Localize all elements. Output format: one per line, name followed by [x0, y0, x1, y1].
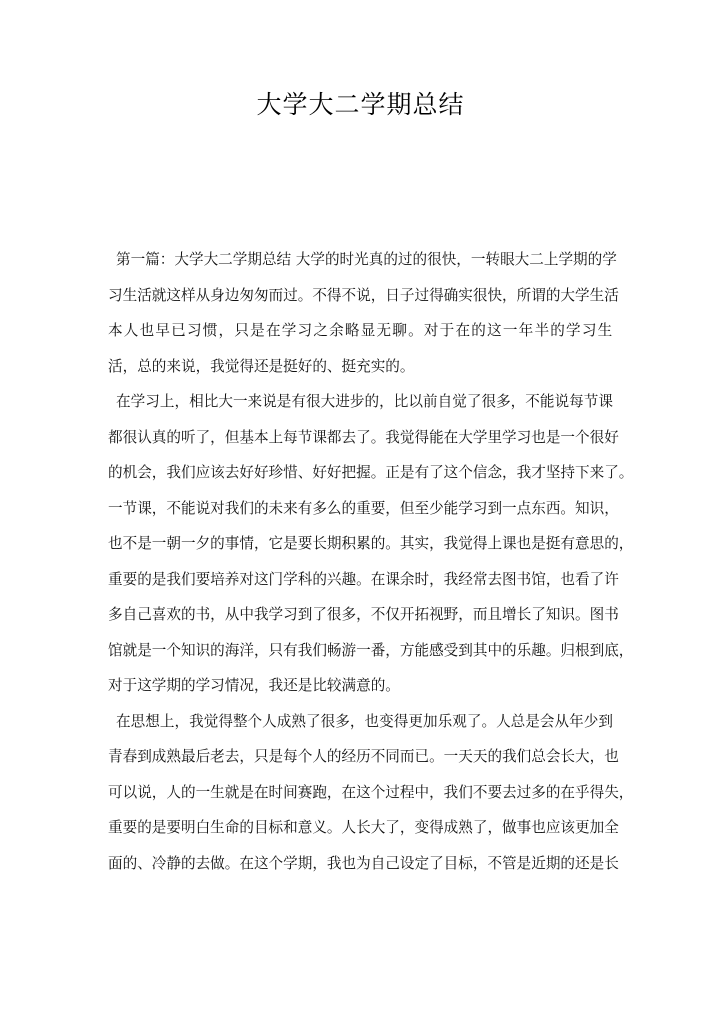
- paragraph-2-line-1: [108, 384, 613, 420]
- line-text: 可以说，人的一生就是在时间赛跑，在这个过程中，我们不要去过多的在乎得失，: [108, 783, 634, 801]
- paragraph-2-line-3: [108, 455, 634, 491]
- paragraph-2-line-6: [108, 562, 619, 598]
- paragraph-3-line-3: [108, 775, 634, 811]
- paragraph-2-line-9: 对于这学期的学习情况，我还是比较满意的。: [108, 677, 400, 694]
- line-text: 馆就是一个知识的海洋，只有我们畅游一番，方能感受到其中的乐趣。归根到底，: [108, 641, 634, 659]
- paragraph-1-line-2: [108, 278, 619, 314]
- paragraph-3-line-5: [108, 846, 619, 882]
- paragraph-3-line-4: [108, 810, 619, 846]
- paragraph-1-line-4: 活，总的来说，我觉得还是挺好的、挺充实的。: [108, 357, 415, 375]
- line-text: 面的、冷静的去做。在这个学期，我也为自己设定了目标，不管是近期的还是长: [108, 854, 619, 872]
- line-text: 在思想上，我觉得整个人成熟了很多，也变得更加乐观了。人总是会从年少到: [116, 712, 613, 730]
- line-text: 第一篇：大学大二学期总结 大学的时光真的过的很快，一转眼大二上学期的学: [116, 251, 617, 268]
- line-text: 的机会，我们应该去好好珍惜、好好把握。正是有了这个信念，我才坚持下来了。: [108, 464, 634, 481]
- line-text: 习生活就这样从身边匆匆而过。不得不说，日子过得确实很快，所谓的大学生活: [108, 286, 619, 304]
- document-body: [108, 242, 634, 881]
- line-text: 都很认真的听了，但基本上每节课都去了。我觉得能在大学里学习也是一个很好: [108, 428, 619, 446]
- paragraph-2-line-5: [108, 526, 634, 562]
- paragraph-2-line-2: [108, 420, 619, 456]
- line-text: 多自己喜欢的书，从中我学习到了很多，不仅开拓视野，而且增长了知识。图书: [108, 606, 619, 623]
- paragraph-2-line-7: [108, 597, 619, 633]
- paragraph-1-line-3: [108, 313, 613, 349]
- line-text: 也不是一朝一夕的事情，它是要长期积累的。其实，我觉得上课也是挺有意思的，: [108, 535, 634, 552]
- line-text: 青春到成熟最后老去，只是每个人的经历不同而已。一天天的我们总会长大，也: [108, 748, 619, 765]
- paragraph-2-line-8: [108, 633, 634, 669]
- line-text: 重要的是要明白生命的目标和意义。人长大了，变得成熟了，做事也应该更加全: [108, 819, 619, 836]
- paragraph-3-line-1: [108, 704, 613, 740]
- line-text: 一节课，不能说对我们的未来有多么的重要，但至少能学习到一点东西。知识，: [108, 499, 619, 517]
- paragraph-3-line-2: [108, 739, 619, 775]
- paragraph-1-line-1: [108, 242, 617, 278]
- paragraph-2-line-4: [108, 491, 619, 527]
- document-title: 大学大二学期总结: [256, 90, 465, 119]
- paragraph-1-line-3-before: 本人也早已习惯，只是在学习之余略显无聊。对于在: [108, 322, 472, 339]
- paragraph-1-line-3-after: 的这一年半的学习生: [471, 322, 614, 339]
- line-text: 在学习上，相比大一来说是有很大进步的，比以前自觉了很多，不能说每节课: [116, 393, 613, 410]
- line-text: 重要的是我们要培养对这门学科的兴趣。在课余时，我经常去图书馆，也看了许: [108, 570, 619, 588]
